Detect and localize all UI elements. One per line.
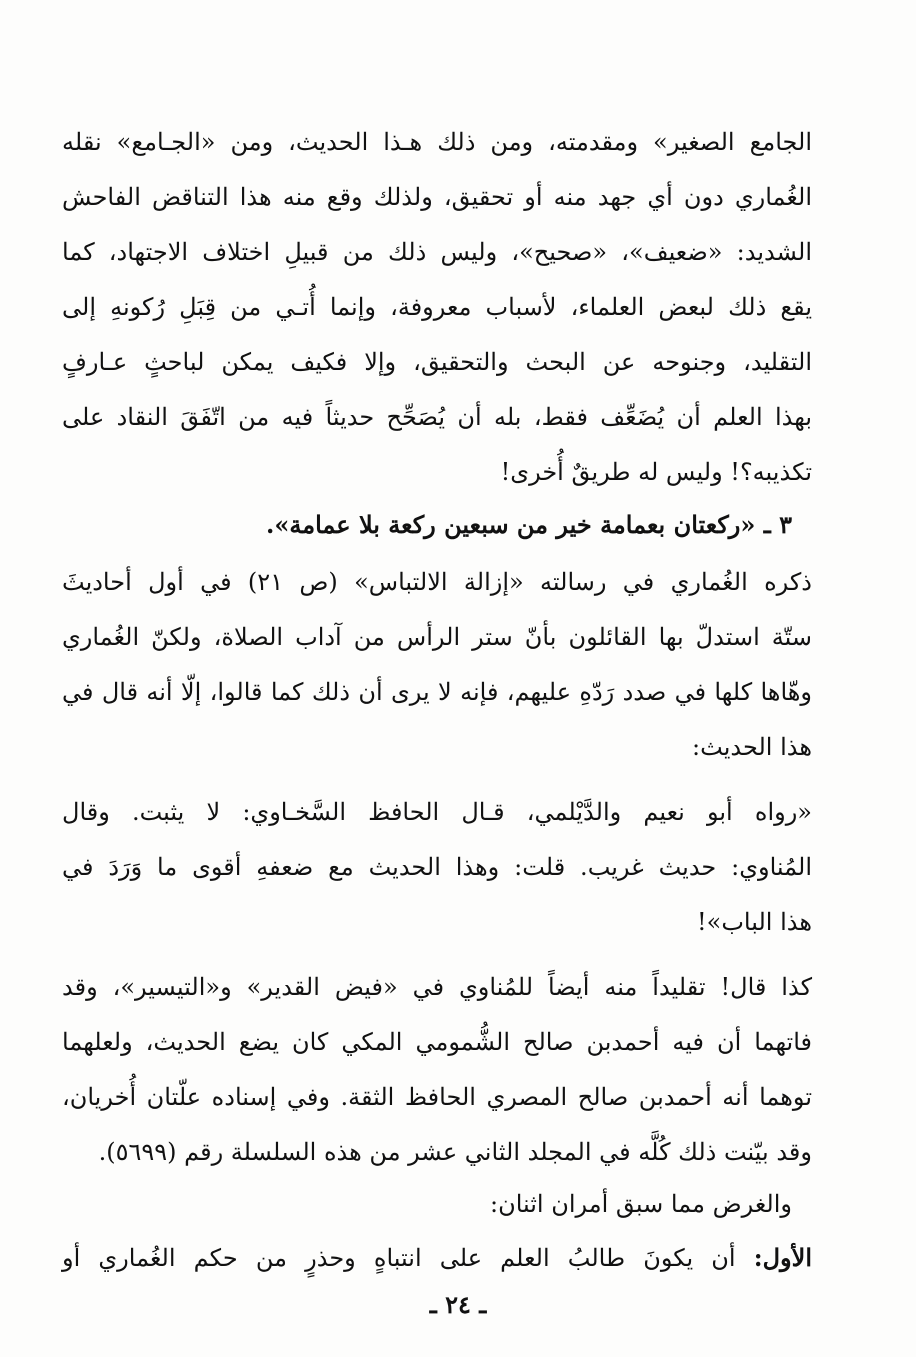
paragraph-line: بهذا العلم أن يُضَعِّف فقط، بله أن يُصَحِّح حديثاً فيه من اتّفَقَ النقاد على bbox=[62, 403, 812, 431]
paragraph-line: وقد بيّنت ذلك كُلَّه في المجلد الثاني عشر من هذه السلسلة رقم (٥٦٩٩). bbox=[98, 1138, 812, 1166]
hadith-heading: ٣ ـ «ركعتان بعمامة خير من سبعين ركعة بلا عمامة». bbox=[266, 510, 792, 539]
paragraph-line: كذا قال! تقليداً منه أيضاً للمُناوي في «فيض القدير» و«التيسير»، وقد bbox=[62, 973, 812, 1001]
quote-line: هذا الباب»! bbox=[696, 908, 812, 936]
paragraph-line: الشديد: «ضعيف»، «صحيح»، وليس ذلك من قبيلِ اختلاف الاجتهاد، كما bbox=[62, 238, 812, 266]
paragraph-line: التقليد، وجنوحه عن البحث والتحقيق، وإلا فكيف يمكن لباحثٍ عـارفٍ bbox=[62, 348, 812, 376]
paragraph-line: هذا الحديث: bbox=[692, 733, 812, 761]
paragraph-line: وهّاها كلها في صدد رَدّهِ عليهم، فإنه لا يرى أن ذلك كما قالوا، إلّا أنه قال في bbox=[62, 678, 812, 706]
page-number: ـ ٢٤ ـ bbox=[429, 1290, 487, 1319]
point-label: الأول: bbox=[753, 1243, 812, 1272]
paragraph-line: تكذيبه؟! وليس له طريقٌ أُخرى! bbox=[500, 458, 812, 486]
paragraph-line bbox=[62, 1236, 812, 1280]
quote-line: «رواه أبو نعيم والدَّيْلمي، قـال الحافظ السَّخـاوي: لا يثبت. وقال bbox=[62, 798, 812, 826]
paragraph-line: الجامع الصغير» ومقدمته، ومن ذلك هـذا الحديث، ومن «الجـامع» نقله bbox=[62, 128, 812, 156]
paragraph-line: الغُماري دون أي جهد منه أو تحقيق، ولذلك وقع منه هذا التناقض الفاحش bbox=[62, 183, 812, 211]
point-text: أن يكونَ طالبُ العلم على انتباهٍ وحذرٍ من حكم الغُماري أو bbox=[62, 1244, 754, 1272]
paragraph-line: والغرض مما سبق أمران اثنان: bbox=[489, 1190, 792, 1218]
paragraph-line: توهما أنه أحمدبن صالح المصري الحافظ الثقة. وفي إسناده علّتان أُخريان، bbox=[62, 1083, 813, 1111]
quote-line: المُناوي: حديث غريب. قلت: وهذا الحديث مع ضعفهِ أقوى ما وَرَدَ في bbox=[62, 853, 812, 881]
paragraph-line: فاتهما أن فيه أحمدبن صالح الشُّمومي المكي كان يضع الحديث، ولعلهما bbox=[62, 1028, 812, 1056]
paragraph-line: يقع ذلك لبعض العلماء، لأسباب معروفة، وإنما أُتـي من قِبَلِ رُكونهِ إلى bbox=[62, 293, 812, 321]
paragraph-line: ذكره الغُماري في رسالته «إزالة الالتباس» (ص ٢١) في أول أحاديثَ bbox=[62, 568, 812, 596]
paragraph-line: ستّة استدلّ بها القائلون بأنّ ستر الرأس من آداب الصلاة، ولكنّ الغُماري bbox=[62, 623, 812, 651]
